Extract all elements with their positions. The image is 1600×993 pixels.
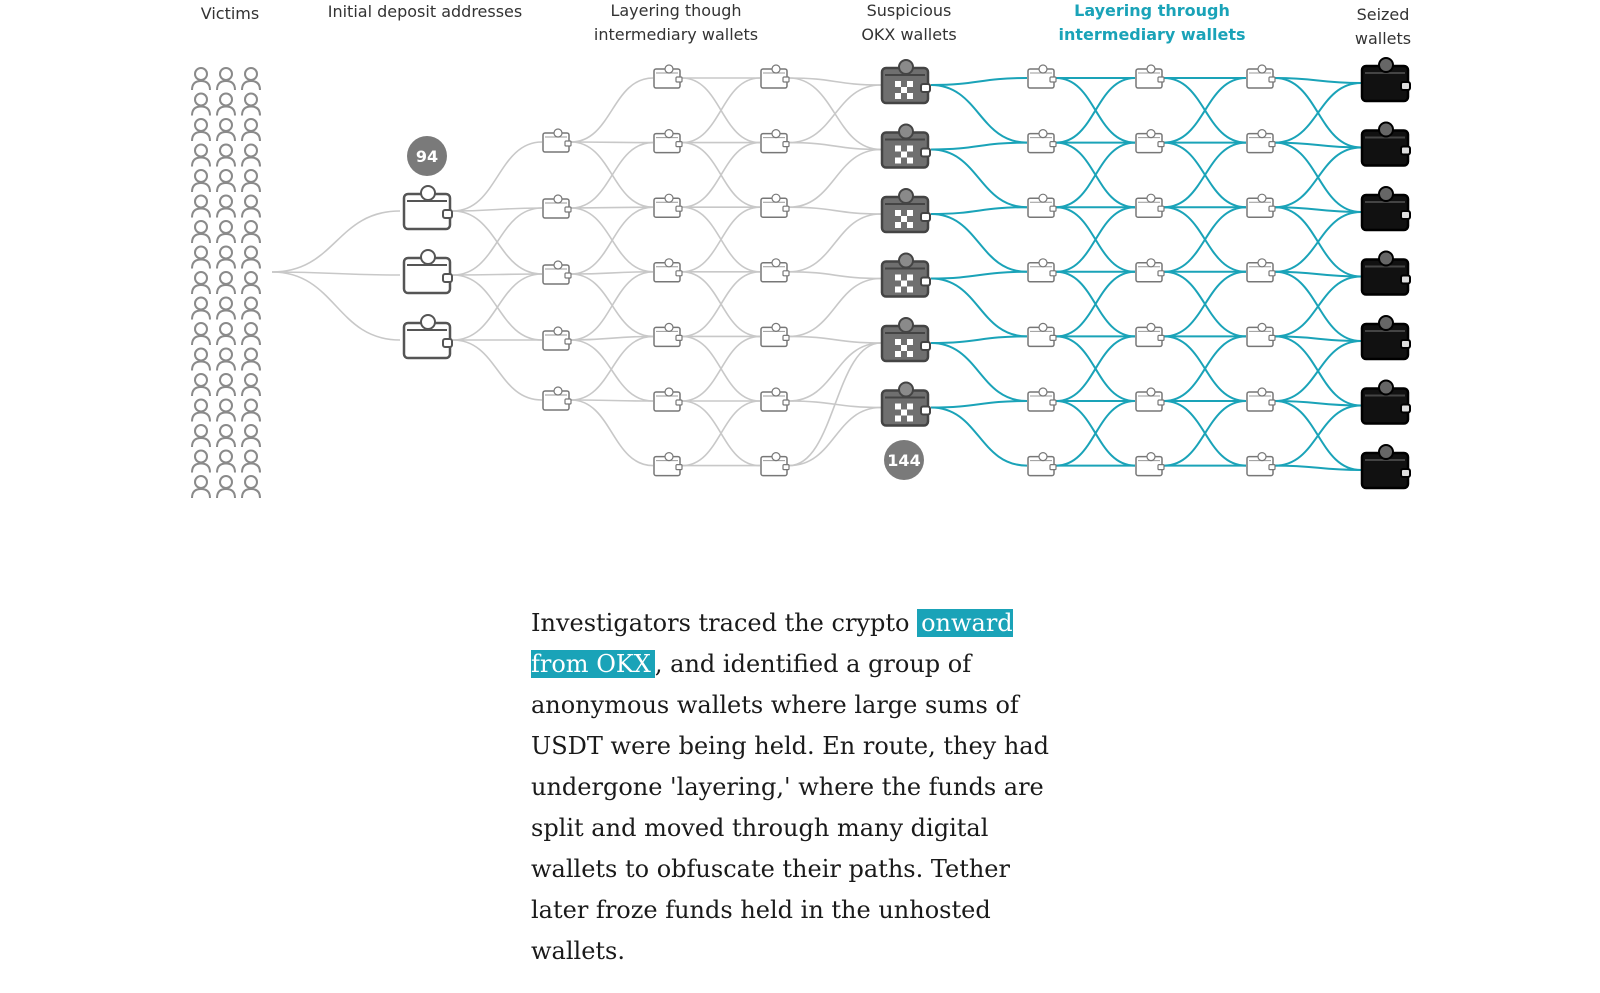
- okx-count-text: 144: [887, 451, 921, 470]
- victim-person-icon: [192, 476, 210, 498]
- victim-person-icon: [242, 119, 260, 141]
- layer2a-wallet-icon: [1028, 388, 1056, 411]
- flow-link: [789, 143, 881, 150]
- flow-link: [1164, 78, 1246, 143]
- flow-link: [1275, 148, 1361, 208]
- victim-person-icon: [242, 323, 260, 345]
- deposit-count-text: 94: [415, 147, 439, 166]
- flow-link: [1056, 272, 1135, 337]
- flow-link: [931, 336, 1027, 343]
- layer1b-wallet-icon: [654, 130, 682, 153]
- layer1a-wallet-icon: [543, 387, 571, 410]
- flow-link: [1164, 207, 1246, 272]
- seized-wallet-icon: [1362, 381, 1410, 424]
- deposit-wallet-icon: [404, 186, 452, 229]
- flow-link: [931, 143, 1027, 150]
- victim-person-icon: [242, 451, 260, 473]
- wallet-nodes: [404, 58, 1410, 488]
- flow-link: [1056, 78, 1135, 143]
- victim-person-icon: [192, 298, 210, 320]
- victim-person-icon: [242, 68, 260, 90]
- layer2c-wallet-icon: [1247, 453, 1275, 476]
- layer2c-wallet-icon: [1247, 388, 1275, 411]
- victim-person-icon: [242, 196, 260, 218]
- victim-person-icon: [217, 119, 235, 141]
- flow-link: [789, 343, 881, 401]
- layer2c-wallet-icon: [1247, 259, 1275, 282]
- layering2-column-label-line1: Layering through: [1074, 1, 1230, 20]
- victim-person-icon: [192, 374, 210, 396]
- victim-person-icon: [192, 145, 210, 167]
- victim-person-icon: [192, 94, 210, 116]
- okx-wallet-icon: [882, 254, 930, 297]
- flow-link: [789, 85, 881, 143]
- seized-wallet-icon: [1362, 316, 1410, 359]
- layer1b-wallet-icon: [654, 453, 682, 476]
- flow-link: [571, 207, 653, 274]
- flow-link: [931, 401, 1027, 408]
- flow-link: [571, 340, 653, 401]
- flow-link: [571, 142, 653, 143]
- flow-link: [1056, 207, 1135, 272]
- layering1-column-label-line2: intermediary wallets: [593, 25, 759, 44]
- flow-link: [571, 400, 653, 466]
- flow-link: [1275, 212, 1361, 272]
- victim-person-icon: [217, 451, 235, 473]
- okx-wallet-icon: [882, 318, 930, 361]
- seized-wallet-icon: [1362, 252, 1410, 295]
- layer1c-wallet-icon: [761, 453, 789, 476]
- layer2c-wallet-icon: [1247, 65, 1275, 88]
- flow-link: [931, 207, 1027, 214]
- layer1c-wallet-icon: [761, 259, 789, 282]
- flow-link: [571, 143, 653, 208]
- seized-wallet-icon: [1362, 445, 1410, 488]
- flow-link: [1056, 336, 1135, 401]
- flow-link: [789, 272, 881, 279]
- victim-person-icon: [217, 94, 235, 116]
- victim-person-icon: [242, 374, 260, 396]
- victim-person-icon: [217, 400, 235, 422]
- flow-link: [682, 272, 760, 337]
- victim-person-icon: [192, 349, 210, 371]
- victim-person-icon: [192, 119, 210, 141]
- victim-person-icon: [242, 272, 260, 294]
- deposit-count-badge: [407, 136, 447, 176]
- deposit-wallet-icon: [404, 315, 452, 358]
- seized-wallet-icon: [1362, 58, 1410, 101]
- layer1b-wallet-icon: [654, 388, 682, 411]
- victim-person-icon: [192, 68, 210, 90]
- layer2b-wallet-icon: [1136, 453, 1164, 476]
- victim-person-icon: [242, 298, 260, 320]
- flow-link: [1275, 406, 1361, 466]
- flow-link: [453, 274, 542, 275]
- flow-link: [1275, 277, 1361, 337]
- layer2b-wallet-icon: [1136, 194, 1164, 217]
- flow-link: [272, 211, 400, 272]
- victim-person-icon: [242, 170, 260, 192]
- flow-link: [1275, 83, 1361, 143]
- layer1a-wallet-icon: [543, 195, 571, 218]
- layer2b-wallet-icon: [1136, 65, 1164, 88]
- victim-person-icon: [192, 425, 210, 447]
- layer1c-wallet-icon: [761, 194, 789, 217]
- flow-link: [1164, 336, 1246, 401]
- flow-link: [682, 78, 760, 143]
- flow-link: [789, 207, 881, 214]
- layer2a-wallet-icon: [1028, 259, 1056, 282]
- victim-person-icon: [217, 349, 235, 371]
- flow-link: [571, 400, 653, 401]
- seized-column-label-line2: wallets: [1354, 29, 1412, 48]
- flow-link: [682, 143, 760, 208]
- layer1c-wallet-icon: [761, 323, 789, 346]
- victim-person-icon: [192, 400, 210, 422]
- deposit-wallet-icon: [404, 250, 452, 293]
- flow-link: [453, 340, 542, 400]
- victim-person-icon: [217, 374, 235, 396]
- victims-crowd: [192, 68, 260, 498]
- flow-link: [931, 78, 1027, 85]
- victim-person-icon: [217, 170, 235, 192]
- flow-link: [1056, 143, 1135, 208]
- narrative-highlight: onward from OKX: [531, 609, 1013, 678]
- flow-link: [1164, 272, 1246, 337]
- flow-link: [931, 408, 1027, 466]
- flow-link: [931, 150, 1027, 208]
- victim-person-icon: [192, 451, 210, 473]
- layer1b-wallet-icon: [654, 65, 682, 88]
- victim-person-icon: [242, 349, 260, 371]
- layer1a-wallet-icon: [543, 129, 571, 152]
- flow-link: [571, 78, 653, 142]
- layer2c-wallet-icon: [1247, 130, 1275, 153]
- victim-person-icon: [242, 400, 260, 422]
- okx-count-badge: [884, 440, 924, 480]
- flow-link: [931, 279, 1027, 337]
- layer2b-wallet-icon: [1136, 259, 1164, 282]
- layer2a-wallet-icon: [1028, 323, 1056, 346]
- victim-person-icon: [242, 476, 260, 498]
- layer1b-wallet-icon: [654, 323, 682, 346]
- victim-person-icon: [192, 196, 210, 218]
- seized-wallet-icon: [1362, 187, 1410, 230]
- layer1a-wallet-icon: [543, 327, 571, 350]
- victim-person-icon: [217, 298, 235, 320]
- seized-wallet-icon: [1362, 123, 1410, 166]
- flow-link: [272, 272, 400, 340]
- flow-link: [1164, 401, 1246, 466]
- layer2a-wallet-icon: [1028, 453, 1056, 476]
- victim-person-icon: [217, 323, 235, 345]
- flow-link: [931, 214, 1027, 272]
- flow-link: [571, 207, 653, 208]
- flow-link: [571, 272, 653, 340]
- narrative-paragraph: [531, 603, 1071, 972]
- layer2b-wallet-icon: [1136, 323, 1164, 346]
- flow-link: [453, 274, 542, 340]
- victim-person-icon: [192, 170, 210, 192]
- okx-wallet-icon: [882, 189, 930, 232]
- flow-link: [789, 214, 881, 272]
- layering2-column-label-line2: intermediary wallets: [1058, 25, 1246, 44]
- seized-column-label-line1: Seized: [1356, 5, 1410, 24]
- narrative-text-start: Investigators traced the crypto: [531, 609, 918, 637]
- flow-link: [789, 408, 881, 466]
- flow-link: [1164, 143, 1246, 208]
- victim-person-icon: [242, 94, 260, 116]
- victim-person-icon: [217, 221, 235, 243]
- flow-link: [789, 150, 881, 208]
- layer1c-wallet-icon: [761, 130, 789, 153]
- flow-link: [682, 336, 760, 401]
- okx-wallet-icon: [882, 383, 930, 426]
- victim-person-icon: [242, 145, 260, 167]
- flow-link: [453, 142, 542, 211]
- flow-link: [931, 343, 1027, 401]
- okx-column-label-line2: OKX wallets: [861, 25, 957, 44]
- victim-person-icon: [242, 425, 260, 447]
- victim-person-icon: [217, 272, 235, 294]
- flow-link: [931, 85, 1027, 143]
- deposit-column-label: Initial deposit addresses: [327, 2, 523, 21]
- victim-person-icon: [217, 196, 235, 218]
- layer2b-wallet-icon: [1136, 388, 1164, 411]
- victim-person-icon: [192, 323, 210, 345]
- layer1b-wallet-icon: [654, 194, 682, 217]
- flow-link: [1056, 401, 1135, 466]
- okx-wallet-icon: [882, 125, 930, 168]
- victim-person-icon: [192, 221, 210, 243]
- layer2c-wallet-icon: [1247, 323, 1275, 346]
- flow-link: [682, 207, 760, 272]
- flow-link: [789, 78, 881, 85]
- layer2b-wallet-icon: [1136, 130, 1164, 153]
- layer2a-wallet-icon: [1028, 65, 1056, 88]
- victim-person-icon: [192, 272, 210, 294]
- flow-link: [453, 208, 542, 275]
- flow-link: [789, 336, 881, 343]
- okx-column-label-line1: Suspicious: [866, 1, 952, 20]
- flow-link: [1275, 341, 1361, 401]
- layer2a-wallet-icon: [1028, 194, 1056, 217]
- victim-person-icon: [217, 476, 235, 498]
- okx-wallet-icon: [882, 60, 930, 103]
- layering1-column-label-line1: Layering though: [610, 1, 742, 20]
- victim-person-icon: [217, 145, 235, 167]
- flow-link: [571, 336, 653, 400]
- narrative-text-end: , and identified a group of anonymous wallets where large sums of USDT were being held. En route, they had undergone 'layering,' where the funds are split and moved through many digital wallets to obfuscate their paths. Tether later froze funds held in the unhosted wallets.: [531, 650, 1049, 965]
- flow-link: [931, 272, 1027, 279]
- layer1c-wallet-icon: [761, 65, 789, 88]
- layer2c-wallet-icon: [1247, 194, 1275, 217]
- flow-link: [789, 279, 881, 337]
- layer2a-wallet-icon: [1028, 130, 1056, 153]
- victim-person-icon: [217, 68, 235, 90]
- flow-link: [682, 401, 760, 466]
- layer1c-wallet-icon: [761, 388, 789, 411]
- victims-column-label: Victims: [200, 4, 260, 23]
- victim-person-icon: [192, 247, 210, 269]
- layer1a-wallet-icon: [543, 261, 571, 284]
- victim-person-icon: [217, 425, 235, 447]
- victim-person-icon: [242, 221, 260, 243]
- flow-link: [789, 343, 881, 466]
- victim-person-icon: [217, 247, 235, 269]
- victim-person-icon: [242, 247, 260, 269]
- layer1b-wallet-icon: [654, 259, 682, 282]
